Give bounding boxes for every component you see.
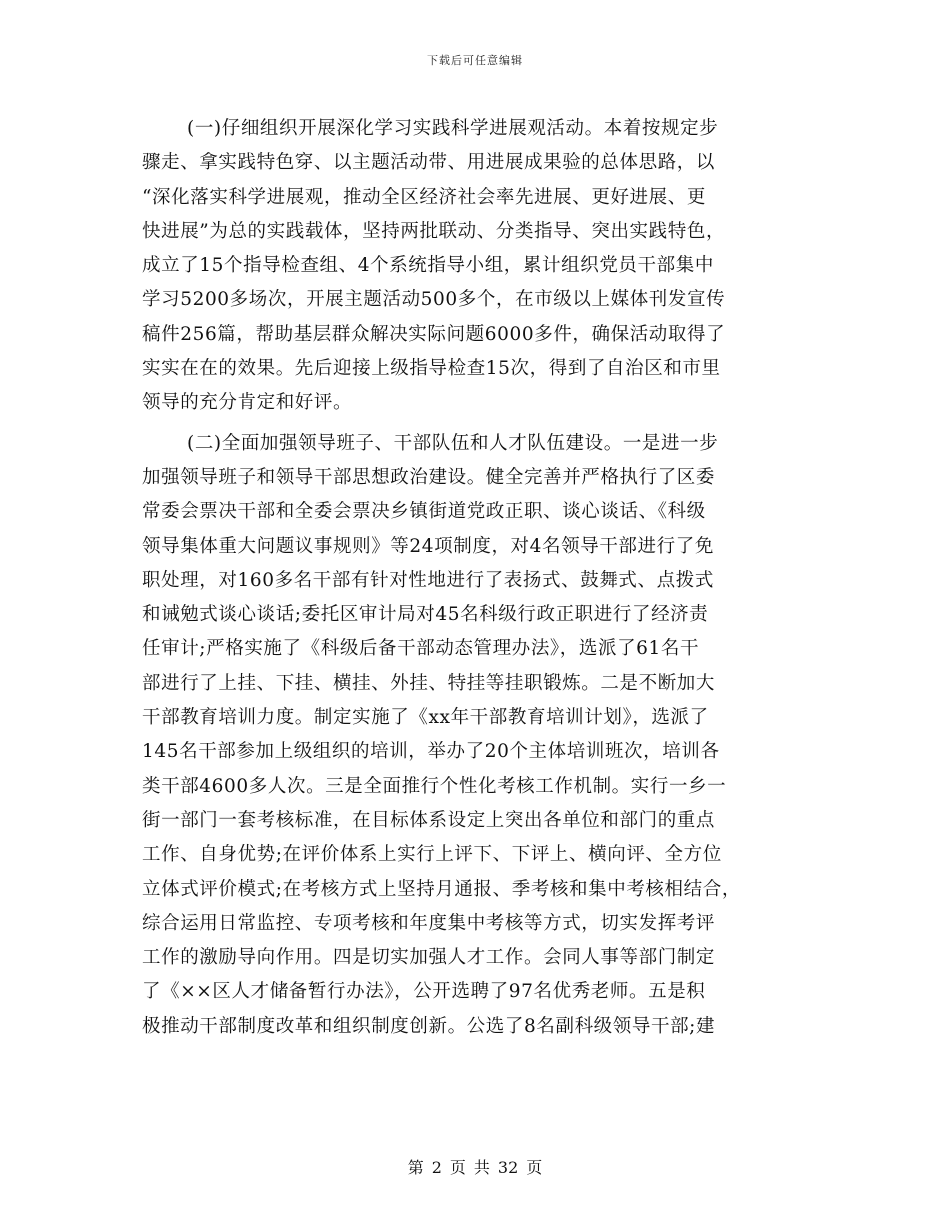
text-line: 类干部4600多人次。三是全面推行个性化考核工作机制。实行一乡一 bbox=[142, 775, 727, 797]
current-page-number: 2 bbox=[431, 1158, 442, 1177]
text-line: 街一部门一套考核标准，在目标体系设定上突出各单位和部门的重点 bbox=[142, 809, 716, 831]
text-line: 145名干部参加上级组织的培训，举办了20个主体培训班次，培训各 bbox=[142, 741, 720, 763]
footer-label-unit-end: 页 bbox=[526, 1158, 543, 1177]
page-header: 下载后可任意编辑 bbox=[427, 54, 523, 67]
text-line: 工作的激励导向作用。四是切实加强人才工作。会同人事等部门制定 bbox=[142, 947, 716, 969]
text-line: 学习5200多场次，开展主题活动500多个，在市级以上媒体刊发宣传 bbox=[142, 289, 726, 311]
text-line: 任审计;严格实施了《科级后备干部动态管理办法》，选派了61名干 bbox=[142, 638, 700, 660]
text-line: 常委会票决干部和全委会票决乡镇街道党政正职、谈心谈话、《科级 bbox=[142, 501, 706, 523]
text-line: 职处理，对160多名干部有针对性地进行了表扬式、鼓舞式、点拨式 bbox=[142, 569, 714, 591]
footer-label-page: 第 bbox=[407, 1158, 424, 1177]
text-line: 工作、自身优势;在评价体系上实行上评下、下评上、横向评、全方位 bbox=[142, 844, 722, 866]
text-line: 加强领导班子和领导干部思想政治建设。健全完善并严格执行了区委 bbox=[142, 466, 716, 488]
text-line: 成立了15个指导检查组、4个系统指导小组，累计组织党员干部集中 bbox=[142, 255, 714, 277]
text-line: 快进展”为总的实践载体，坚持两批联动、分类指导、突出实践特色， bbox=[142, 220, 726, 242]
text-line: 领导的充分肯定和好评。 bbox=[142, 392, 353, 414]
total-pages-number: 32 bbox=[497, 1158, 519, 1177]
paragraph-2 bbox=[142, 427, 814, 1044]
paragraph-1 bbox=[142, 112, 814, 421]
text-line: 稿件256篇，帮助基层群众解决实际问题6000多件，确保活动取得了 bbox=[142, 323, 726, 345]
text-line: 了《××区人才储备暂行办法》，公开选聘了97名优秀老师。五是积 bbox=[142, 981, 706, 1003]
text-line: 综合运用日常监控、专项考核和年度集中考核等方式，切实发挥考评 bbox=[142, 912, 716, 934]
text-line: (一)仔细组织开展深化学习实践科学进展观活动。本着按规定步 bbox=[187, 118, 719, 139]
document-body bbox=[142, 112, 814, 1044]
text-line: 干部教育培训力度。制定实施了《xx年干部教育培训计划》，选派了 bbox=[142, 707, 709, 729]
text-line: 立体式评价模式;在考核方式上坚持月通报、季考核和集中考核相结合， bbox=[142, 878, 741, 900]
footer-label-unit: 页 bbox=[449, 1158, 466, 1177]
text-line: 领导集体重大问题议事规则》等24项制度，对4名领导干部进行了免 bbox=[142, 535, 714, 557]
text-line: 实实在在的效果。先后迎接上级指导检查15次，得到了自治区和市里 bbox=[142, 358, 721, 380]
text-line: 和诫勉式谈心谈话;委托区审计局对45名科级行政正职进行了经济责 bbox=[142, 604, 709, 626]
text-line: 极推动干部制度改革和组织制度创新。公选了8名副科级领导干部;建 bbox=[142, 1015, 716, 1037]
text-line: “深化落实科学进展观，推动全区经济社会率先进展、更好进展、更 bbox=[142, 186, 706, 208]
text-line: (二)全面加强领导班子、干部队伍和人才队伍建设。一是进一步 bbox=[187, 432, 719, 454]
footer-label-total: 共 bbox=[473, 1158, 490, 1177]
text-line: 骤走、拿实践特色穿、以主题活动带、用进展成果验的总体思路，以 bbox=[142, 152, 716, 174]
page-footer bbox=[0, 1155, 950, 1178]
text-line: 部进行了上挂、下挂、横挂、外挂、特挂等挂职锻炼。二是不断加大 bbox=[142, 672, 716, 694]
